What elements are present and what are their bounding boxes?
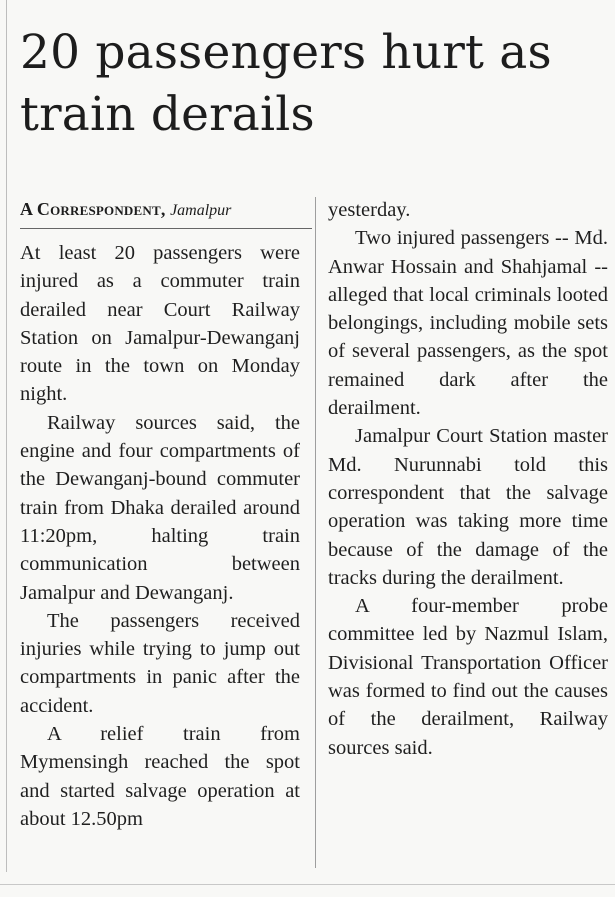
column-divider [315, 197, 316, 868]
article-paragraph-3: The passengers received injuries while trying to jump out compartments in panic after the accident. [20, 609, 300, 717]
article-byline [20, 197, 312, 221]
article-paragraph-6: Jamalpur Court Station master Md. Nurunnabi told this correspondent that the salvage operation was taking more time because of the damage of the tracks during the derailment. [328, 425, 608, 589]
clipping-left-edge-rule [6, 0, 7, 872]
clipping-bottom-edge-rule [0, 884, 615, 885]
article-headline: 20 passengers hurt as train derails [20, 25, 552, 142]
byline-location: Jamalpur [170, 202, 232, 219]
byline-correspondent: A Correspondent, [20, 199, 166, 219]
article-paragraph-5: Two injured passengers -- Md. Anwar Hossain and Shahjamal -- alleged that local criminals looted belongings, including mobile sets of several passengers, as the spot remained dark after the derailment. [328, 227, 608, 420]
article-paragraph-1: At least 20 passengers were injured as a commuter train derailed near Court Railway Station on Jamalpur-Dewanganj route in the town on Monday night. [20, 242, 300, 406]
article-column-left [20, 239, 300, 833]
article-paragraph-4: A relief train from Mymensingh reached the spot and started salvage operation at about 12.50pm [20, 723, 300, 830]
article-paragraph-2: Railway sources said, the engine and four compartments of the Dewanganj-bound commuter train from Dhaka derailed around 11:20pm, halting train communication between Jamalpur and Dewanganj. [20, 411, 300, 604]
article-paragraph-4-continued: yesterday. [328, 199, 411, 221]
article-paragraph-7: A four-member probe committee led by Nazmul Islam, Divisional Transportation Officer was formed to find out the causes of the derailment, Railway sources said. [328, 595, 608, 759]
article-column-right [328, 196, 608, 762]
byline-underline-rule [20, 228, 312, 229]
